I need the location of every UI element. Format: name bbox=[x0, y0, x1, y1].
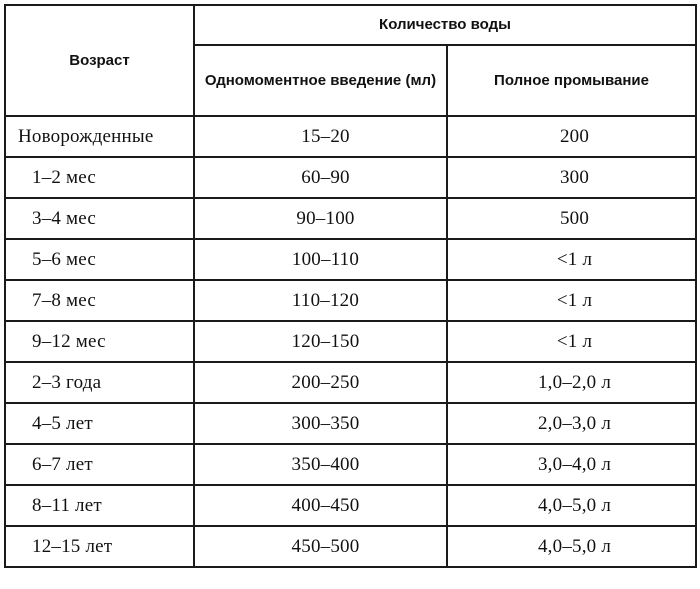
age-cell: 7–8 мес bbox=[5, 280, 194, 321]
header-row-top bbox=[5, 5, 696, 45]
full-lavage-cell: 4,0–5,0 л bbox=[447, 485, 696, 526]
table-row bbox=[5, 321, 696, 362]
table-row bbox=[5, 280, 696, 321]
single-dose-cell: 120–150 bbox=[194, 321, 447, 362]
water-volume-table bbox=[4, 4, 697, 568]
full-lavage-cell: <1 л bbox=[447, 321, 696, 362]
full-lavage-cell: 4,0–5,0 л bbox=[447, 526, 696, 567]
age-cell: 9–12 мес bbox=[5, 321, 194, 362]
single-dose-cell: 60–90 bbox=[194, 157, 447, 198]
full-lavage-cell: 2,0–3,0 л bbox=[447, 403, 696, 444]
full-lavage-cell: <1 л bbox=[447, 239, 696, 280]
header-age: Возраст bbox=[5, 5, 194, 116]
age-cell: 12–15 лет bbox=[5, 526, 194, 567]
header-water-amount: Количество воды bbox=[194, 5, 696, 45]
table-row bbox=[5, 198, 696, 239]
age-cell: 5–6 мес bbox=[5, 239, 194, 280]
water-volume-table-container bbox=[4, 4, 697, 568]
table-row bbox=[5, 485, 696, 526]
header-single-dose: Одномоментное введение (мл) bbox=[194, 45, 447, 116]
single-dose-cell: 400–450 bbox=[194, 485, 447, 526]
single-dose-cell: 100–110 bbox=[194, 239, 447, 280]
single-dose-cell: 450–500 bbox=[194, 526, 447, 567]
table-row bbox=[5, 239, 696, 280]
age-cell: 2–3 года bbox=[5, 362, 194, 403]
table-row bbox=[5, 157, 696, 198]
header-full-lavage: Полное промывание bbox=[447, 45, 696, 116]
single-dose-cell: 200–250 bbox=[194, 362, 447, 403]
table-row bbox=[5, 362, 696, 403]
full-lavage-cell: 3,0–4,0 л bbox=[447, 444, 696, 485]
table-row bbox=[5, 444, 696, 485]
single-dose-cell: 300–350 bbox=[194, 403, 447, 444]
age-cell: 6–7 лет bbox=[5, 444, 194, 485]
age-cell: 3–4 мес bbox=[5, 198, 194, 239]
table-row bbox=[5, 116, 696, 157]
age-cell: Новорожденные bbox=[5, 116, 194, 157]
table-row bbox=[5, 526, 696, 567]
age-cell: 8–11 лет bbox=[5, 485, 194, 526]
single-dose-cell: 110–120 bbox=[194, 280, 447, 321]
single-dose-cell: 15–20 bbox=[194, 116, 447, 157]
full-lavage-cell: <1 л bbox=[447, 280, 696, 321]
full-lavage-cell: 200 bbox=[447, 116, 696, 157]
full-lavage-cell: 300 bbox=[447, 157, 696, 198]
full-lavage-cell: 1,0–2,0 л bbox=[447, 362, 696, 403]
age-cell: 1–2 мес bbox=[5, 157, 194, 198]
age-cell: 4–5 лет bbox=[5, 403, 194, 444]
single-dose-cell: 350–400 bbox=[194, 444, 447, 485]
full-lavage-cell: 500 bbox=[447, 198, 696, 239]
single-dose-cell: 90–100 bbox=[194, 198, 447, 239]
table-row bbox=[5, 403, 696, 444]
